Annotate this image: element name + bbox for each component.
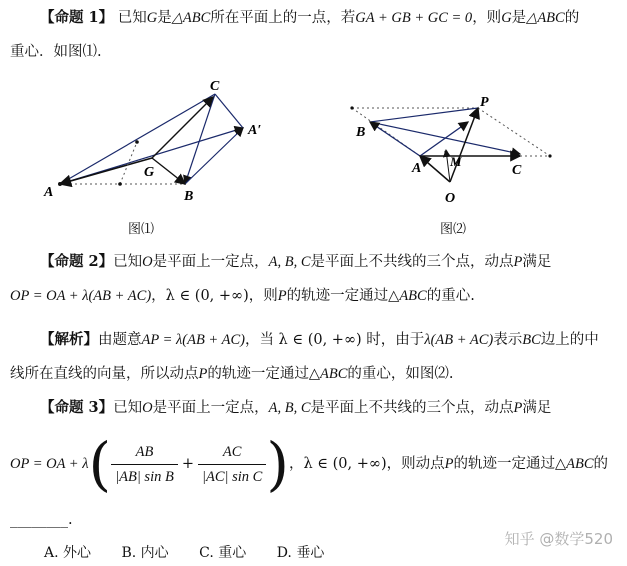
choice-d[interactable]: D. 垂心 [276, 545, 325, 561]
fig1-label-B: B [184, 189, 194, 204]
analysis-line2 [10, 364, 454, 384]
prop3-num1: AB [111, 442, 178, 465]
prop2-text-c: 是平面上不共线的三个点，动点 [310, 254, 514, 270]
prop3-num2: AC [198, 442, 266, 465]
choices [44, 542, 350, 562]
fig1-label-C: C [210, 79, 220, 94]
prop1-text-d: ，则 [472, 10, 502, 26]
prop3-text-e: ，λ ∈ (0, +∞)，则动点 [288, 456, 445, 472]
prop3-text-b: 是平面上一定点， [152, 400, 269, 416]
prop1-G2: G [501, 10, 512, 26]
prop2-text-a: 已知 [113, 254, 143, 270]
analysis-line1 [40, 330, 599, 350]
analysis-label: 【解析】 [40, 331, 98, 348]
prop3-points: A, B, C [268, 400, 311, 416]
fig1-label-A: A [44, 185, 54, 200]
prop2-P2: P [277, 288, 287, 304]
fig2-label-O: O [445, 191, 456, 206]
fig2-label-C: C [512, 163, 522, 178]
prop1-label: 【命题 1】 [40, 9, 114, 26]
analysis-text-a: 由题意 [98, 332, 142, 348]
plus-sign: + [181, 456, 194, 472]
prop2-text-e: ，λ ∈ (0, +∞)，则 [151, 288, 278, 304]
fig1-caption: 图⑴ [128, 222, 155, 237]
fig2-label-M: M [450, 154, 462, 169]
prop3-label: 【命题 3】 [40, 399, 114, 416]
prop3-abc: ABC [566, 456, 594, 472]
prop1-line1 [40, 8, 579, 28]
prop3-eq-lhs: OP = OA + λ [10, 456, 89, 472]
analysis-text-d: 边上的中 [540, 332, 599, 348]
figure-1 [30, 78, 320, 238]
prop2-line1 [40, 252, 551, 272]
choice-b[interactable]: B. 内心 [121, 545, 169, 561]
prop1-triangle2: △ABC [526, 10, 565, 26]
prop3-frac1 [111, 442, 178, 487]
prop2-line2 [10, 286, 475, 306]
prop3-den1: |AB| sin B [115, 468, 174, 485]
analysis-equation2: λ(AB + AC) [424, 332, 494, 348]
fig1-GA [60, 158, 155, 184]
fig1-CB [185, 94, 215, 184]
analysis-text-c: 表示 [493, 332, 523, 348]
prop2-P: P [513, 254, 523, 270]
prop2-O: O [142, 254, 153, 270]
analysis-equation: AP = λ(AB + AC) [141, 332, 245, 348]
prop1-triangle: △ABC [171, 10, 211, 26]
right-paren: ) [266, 430, 289, 498]
prop2-text-f: 的轨迹一定通过△ [286, 288, 400, 304]
prop2-text-b: 是平面上一定点， [152, 254, 269, 270]
analysis-text-b: ，当 λ ∈ (0, +∞) 时，由于 [244, 332, 425, 348]
fig2-label-B: B [356, 125, 366, 140]
prop1-G: G [146, 10, 158, 26]
choice-a[interactable]: A. 外心 [44, 545, 92, 561]
prop3-line1 [40, 398, 551, 418]
prop3-P: P [513, 400, 523, 416]
figure-2 [340, 92, 570, 217]
fig1-GB [152, 158, 185, 184]
fig1-AC [60, 94, 215, 184]
prop1-text-a: 已知 [117, 10, 147, 26]
watermark: 知乎 @数学520 [504, 530, 613, 548]
prop1-text-b: 是 [157, 10, 172, 26]
prop3-text-c: 是平面上不共线的三个点，动点 [310, 400, 514, 416]
fig1-CAp [215, 94, 243, 128]
analysis-line2-c: 的重心，如图⑵. [347, 366, 454, 382]
prop1-text-e: 是 [511, 10, 527, 26]
fig2-label-P: P [480, 95, 489, 110]
prop2-text-d: 满足 [522, 254, 552, 270]
fig1-label-Ap: A′ [248, 123, 262, 138]
analysis-P: P [198, 366, 208, 382]
analysis-BC: BC [522, 332, 541, 348]
prop2-abc: ABC [399, 288, 427, 304]
prop3-den2: |AC| sin C [202, 468, 263, 485]
prop1-text-c: 所在平面上的一点，若 [210, 10, 356, 26]
prop2-label: 【命题 2】 [40, 253, 114, 270]
analysis-abc: ABC [320, 366, 348, 382]
prop1-text-f: 的 [564, 10, 580, 26]
prop3-text-g: 的 [593, 456, 609, 472]
choice-c[interactable]: C. 重心 [199, 545, 247, 561]
fig2-label-A: A [412, 161, 422, 176]
analysis-line2-b: 的轨迹一定通过△ [207, 366, 321, 382]
fig2-caption: 图⑵ [440, 222, 467, 237]
prop1-equation: GA + GB + GC = 0 [355, 10, 473, 26]
prop2-points: A, B, C [268, 254, 311, 270]
prop3-O: O [142, 400, 153, 416]
analysis-line2-a: 线所在直线的向量，所以动点 [10, 366, 199, 382]
prop2-equation: OP = OA + λ(AB + AC) [10, 288, 152, 304]
prop3-text-a: 已知 [113, 400, 143, 416]
prop3-P2: P [444, 456, 454, 472]
prop3-text-d: 满足 [522, 400, 552, 416]
prop3-frac2 [198, 442, 266, 487]
fig1-label-G: G [144, 165, 155, 180]
prop3-formula-line [10, 432, 608, 496]
prop3-blank: ________. [10, 512, 73, 528]
left-paren: ( [88, 430, 112, 498]
prop3-text-f: 的轨迹一定通过△ [453, 456, 567, 472]
prop1-line2: 重心．如图⑴. [10, 44, 102, 60]
prop2-text-g: 的重心. [426, 288, 475, 304]
